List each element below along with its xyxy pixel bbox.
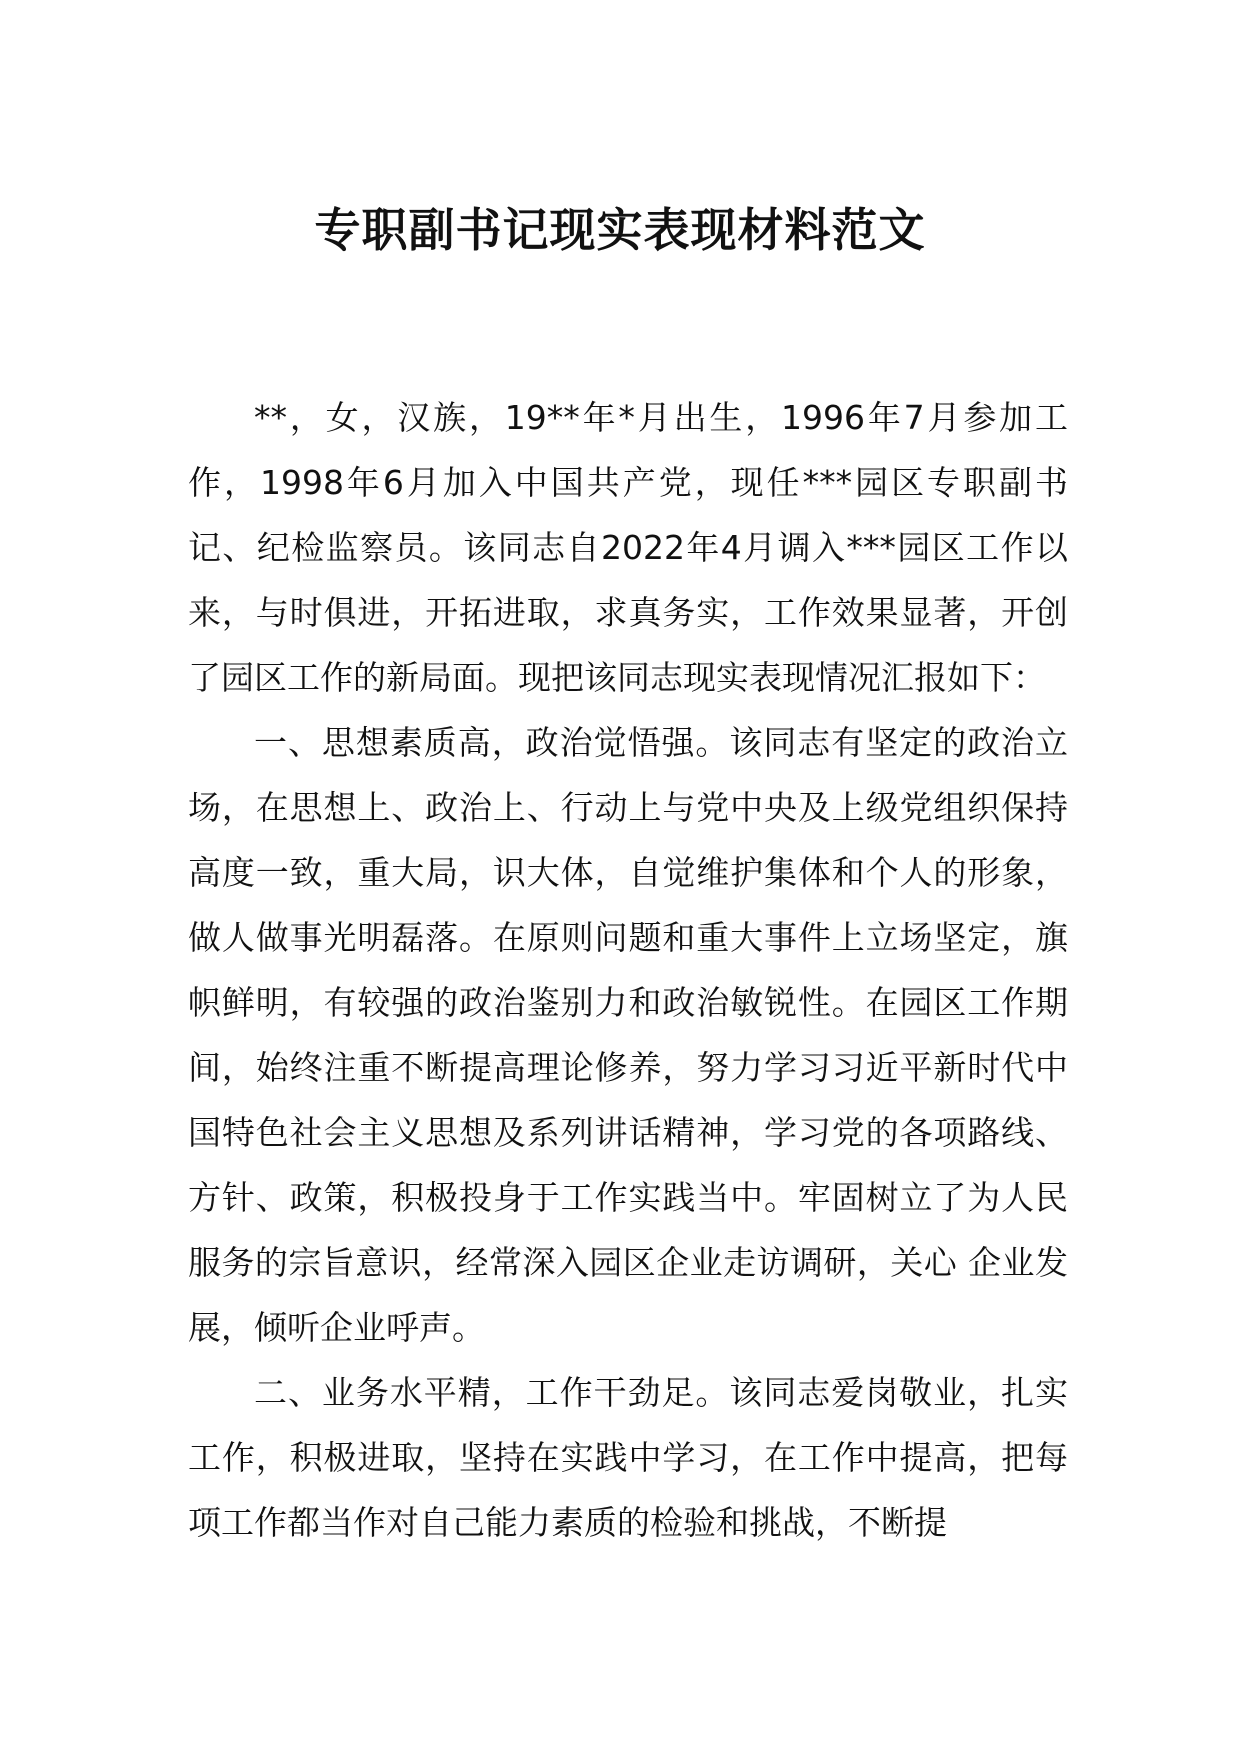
document-body: [188, 385, 1068, 1555]
paragraph-section-1: 一、思想素质高，政治觉悟强。该同志有坚定的政治立场，在思想上、政治上、行动上与党中央及上级党组织保持高度一致，重大局，识大体，自觉维护集体和个人的形象，做人做事光明磊落。在原则问题和重大事件上立场坚定，旗帜鲜明，有较强的政治鉴别力和政治敏锐性。在园区工作期间，始终注重不断提高理论修养，努力学习习近平新时代中国特色社会主义思想及系列讲话精神，学习党的各项路线、方针、政策，积极投身于工作实践当中。牢固树立了为人民服务的宗旨意识，经常深入园区企业走访调研，关心 企业发展，倾听企业呼声。: [188, 723, 1068, 1347]
paragraph-intro: **，女，汉族，19**年*月出生，1996年7月参加工作，1998年6月加入中国共产党，现任***园区专职副书记、纪检监察员。该同志自2022年4月调入***园区工作以来，与时俱进，开拓进取，求真务实，工作效果显著，开创了园区工作的新局面。现把该同志现实表现情况汇报如下：: [188, 398, 1068, 697]
document-title: 专职副书记现实表现材料范文: [314, 203, 926, 257]
paragraph-section-2: 二、业务水平精，工作干劲足。该同志爱岗敬业，扎实工作，积极进取，坚持在实践中学习，在工作中提高，把每项工作都当作对自己能力素质的检验和挑战，不断提: [188, 1373, 1068, 1542]
